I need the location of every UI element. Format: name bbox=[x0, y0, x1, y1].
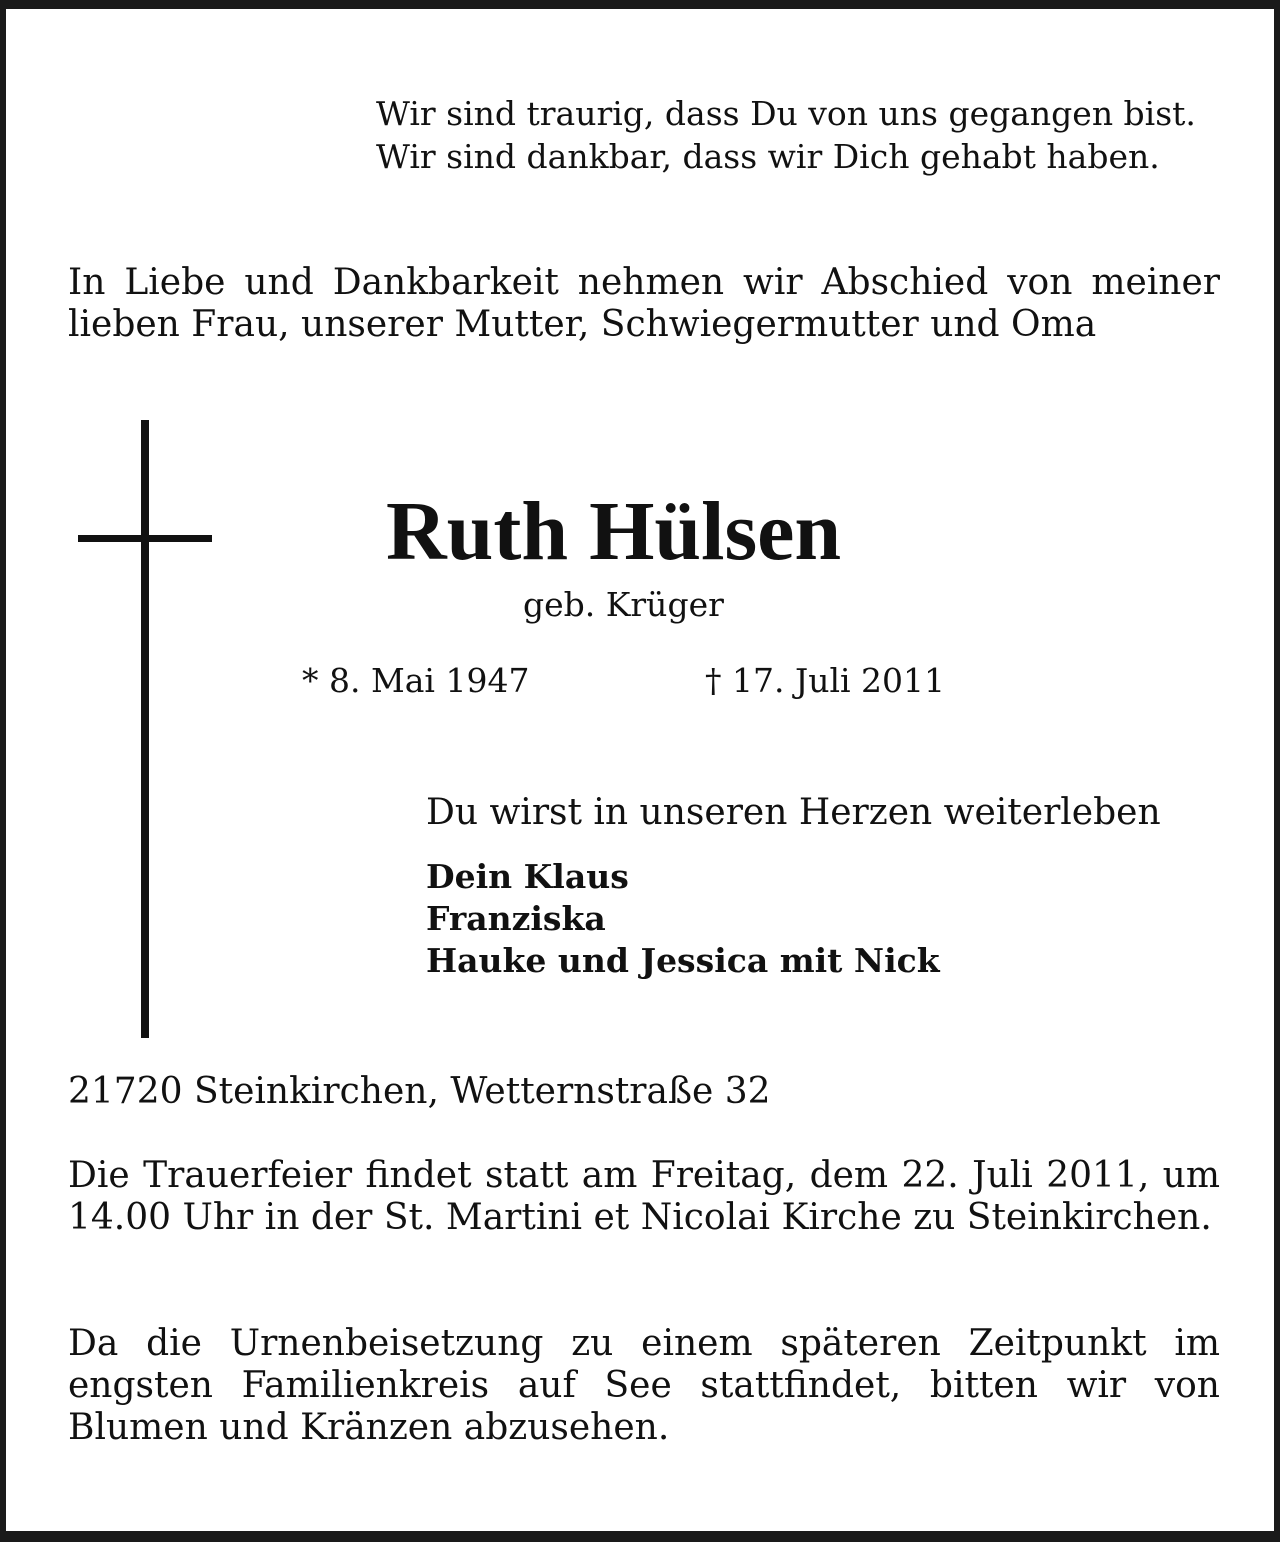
address: 21720 Steinkirchen, Wetternstraße 32 bbox=[68, 1071, 771, 1112]
verse-line: Wir sind traurig, dass Du von uns gegangen bist. bbox=[376, 94, 1196, 133]
farewell-line: Du wirst in unseren Herzen weiterleben bbox=[426, 792, 1161, 833]
intro-paragraph: In Liebe und Dankbarkeit nehmen wir Abschied von meiner lieben Frau, unserer Mutter, Schwiegermutter und Oma bbox=[68, 262, 1220, 345]
mourner-name: Franziska bbox=[426, 899, 606, 938]
service-notice: Die Trauerfeier findet statt am Freitag, dem 22. Juli 2011, um 14.00 Uhr in der St. Martini et Nicolai Kirche zu Steinkirchen. bbox=[68, 1155, 1220, 1238]
maiden-name: geb. Krüger bbox=[523, 585, 724, 624]
mourners-list bbox=[426, 856, 940, 982]
opening-verse bbox=[376, 92, 1196, 178]
flowers-notice: Da die Urnenbeisetzung zu einem späteren Zeitpunkt im engsten Familienkreis auf See stattfindet, bitten wir von Blumen und Kränzen abzusehen. bbox=[68, 1323, 1220, 1448]
deceased-name: Ruth Hülsen bbox=[386, 485, 842, 578]
mourner-name: Hauke und Jessica mit Nick bbox=[426, 941, 940, 980]
mourner-name: Dein Klaus bbox=[426, 857, 629, 896]
cross-icon bbox=[141, 420, 149, 1038]
cross-icon-bar bbox=[78, 535, 212, 542]
verse-line: Wir sind dankbar, dass wir Dich gehabt haben. bbox=[376, 137, 1160, 176]
birth-date: * 8. Mai 1947 bbox=[302, 661, 530, 700]
death-date: † 17. Juli 2011 bbox=[705, 661, 946, 700]
